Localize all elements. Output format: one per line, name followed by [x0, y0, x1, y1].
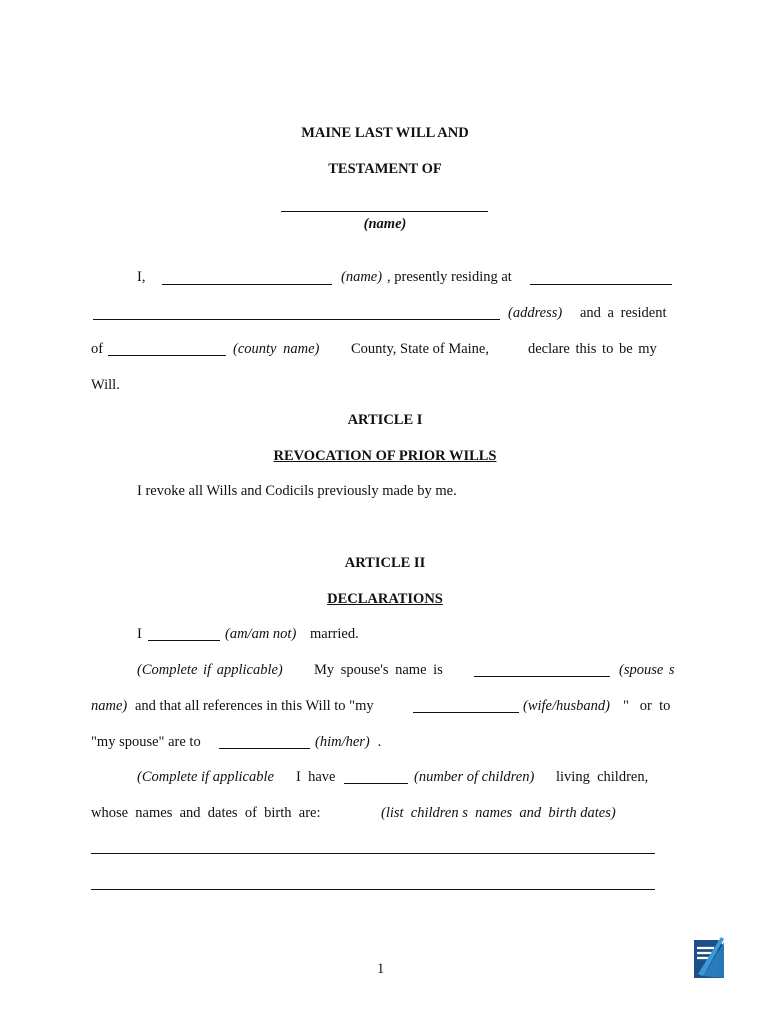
children-list-blank-1[interactable] [91, 853, 655, 854]
references-text: and that all references in this Will to "my [135, 698, 374, 714]
article-1-text: I revoke all Wills and Codicils previously made by me. [137, 483, 457, 499]
married-end: married. [310, 626, 359, 642]
intro-i: I, [137, 269, 146, 285]
spouse-name-hint-a: (spouse s [619, 662, 675, 678]
children-count-blank[interactable] [344, 783, 408, 784]
wife-husband-hint: (wife/husband) [523, 698, 610, 714]
him-her-hint: (him/her) [315, 734, 370, 750]
i-have-text: I have [296, 769, 336, 785]
testator-name-blank[interactable] [281, 211, 488, 212]
married-blank[interactable] [148, 640, 220, 641]
spouse-hint: (Complete if applicable) [137, 662, 283, 678]
intro-will: Will. [91, 377, 120, 393]
page-number: 1 [377, 961, 385, 977]
county-state-text: County, State of Maine, [351, 341, 489, 357]
children-list-blank-2[interactable] [91, 889, 655, 890]
num-children-hint: (number of children) [414, 769, 535, 785]
address-hint: (address) [508, 305, 563, 321]
married-hint: (am/am not) [225, 626, 297, 642]
married-i: I [137, 626, 142, 642]
intro-name-hint: (name) [341, 269, 383, 285]
county-hint: (county name) [233, 341, 320, 357]
spouse-text: My spouse's name is [314, 662, 443, 678]
list-children-hint: (list children s names and birth dates) [381, 805, 616, 821]
intro-residence-blank[interactable] [530, 284, 672, 285]
county-blank[interactable] [108, 355, 226, 356]
declare-text: declare this to be my [528, 341, 657, 357]
wife-husband-blank[interactable] [413, 712, 519, 713]
article-2-subheading: DECLARATIONS [327, 591, 443, 607]
intro-of: of [91, 341, 104, 357]
living-children-text: living children, [556, 769, 649, 785]
article-2-heading: ARTICLE II [344, 555, 426, 571]
him-her-period: . [378, 734, 382, 750]
spouse-name-hint-b: name) [91, 698, 128, 714]
article-1-subheading: REVOCATION OF PRIOR WILLS [273, 448, 497, 464]
my-spouse-text: "my spouse" are to [91, 734, 201, 750]
whose-names-text: whose names and dates of birth are: [91, 805, 321, 821]
spouse-name-blank[interactable] [474, 676, 610, 677]
title-line-1: MAINE LAST WILL AND [301, 125, 469, 141]
children-hint: (Complete if applicable [137, 769, 274, 785]
article-1-heading: ARTICLE I [347, 412, 423, 428]
him-her-blank[interactable] [219, 748, 310, 749]
intro-name-blank[interactable] [162, 284, 332, 285]
name-caption: (name) [363, 216, 407, 232]
address-blank[interactable] [93, 319, 500, 320]
or-to-text: " or to [623, 698, 671, 714]
title-line-2: TESTAMENT OF [328, 161, 442, 177]
document-logo-icon [691, 934, 727, 980]
intro-residing: , presently residing at [387, 269, 512, 285]
resident-text: and a resident [580, 305, 667, 321]
